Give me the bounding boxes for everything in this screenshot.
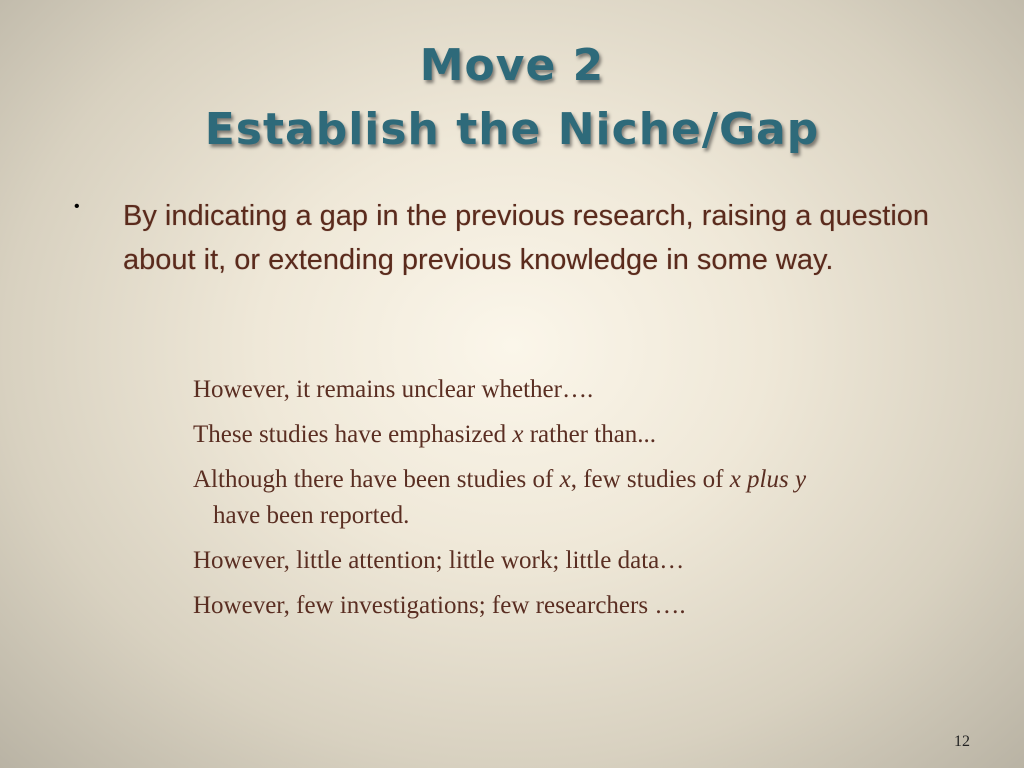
example-phrase-1 xyxy=(193,372,983,408)
example-phrase-4 xyxy=(193,543,983,579)
example-variable: x xyxy=(559,466,571,493)
example-variable: x xyxy=(512,421,524,448)
example-text: However, little attention; little work; little data… xyxy=(193,547,685,574)
example-text: However, few investigations; few researchers …. xyxy=(193,592,686,619)
example-text: However, it remains unclear whether…. xyxy=(193,376,594,403)
slide-title-line-1: Move 2 xyxy=(419,40,605,91)
example-text: , few studies of xyxy=(570,466,730,493)
example-text: rather than... xyxy=(523,421,657,448)
example-continuation: have been reported. xyxy=(213,502,410,529)
example-phrase-3 xyxy=(193,462,983,534)
slide-number: 12 xyxy=(954,733,970,750)
bullet-text: By indicating a gap in the previous research, raising a question about it, or extending previous knowledge in some way. xyxy=(123,200,930,276)
slide-title xyxy=(0,34,1024,162)
example-text: These studies have emphasized xyxy=(193,421,513,448)
example-text: Although there have been studies of xyxy=(193,466,560,493)
example-phrases xyxy=(193,372,983,633)
bullet-marker: • xyxy=(74,198,80,215)
example-phrase-2 xyxy=(193,417,983,453)
slide-title-line-2: Establish the Niche/Gap xyxy=(204,104,820,155)
example-phrase-5 xyxy=(193,588,983,624)
example-variable: x plus y xyxy=(729,466,807,493)
